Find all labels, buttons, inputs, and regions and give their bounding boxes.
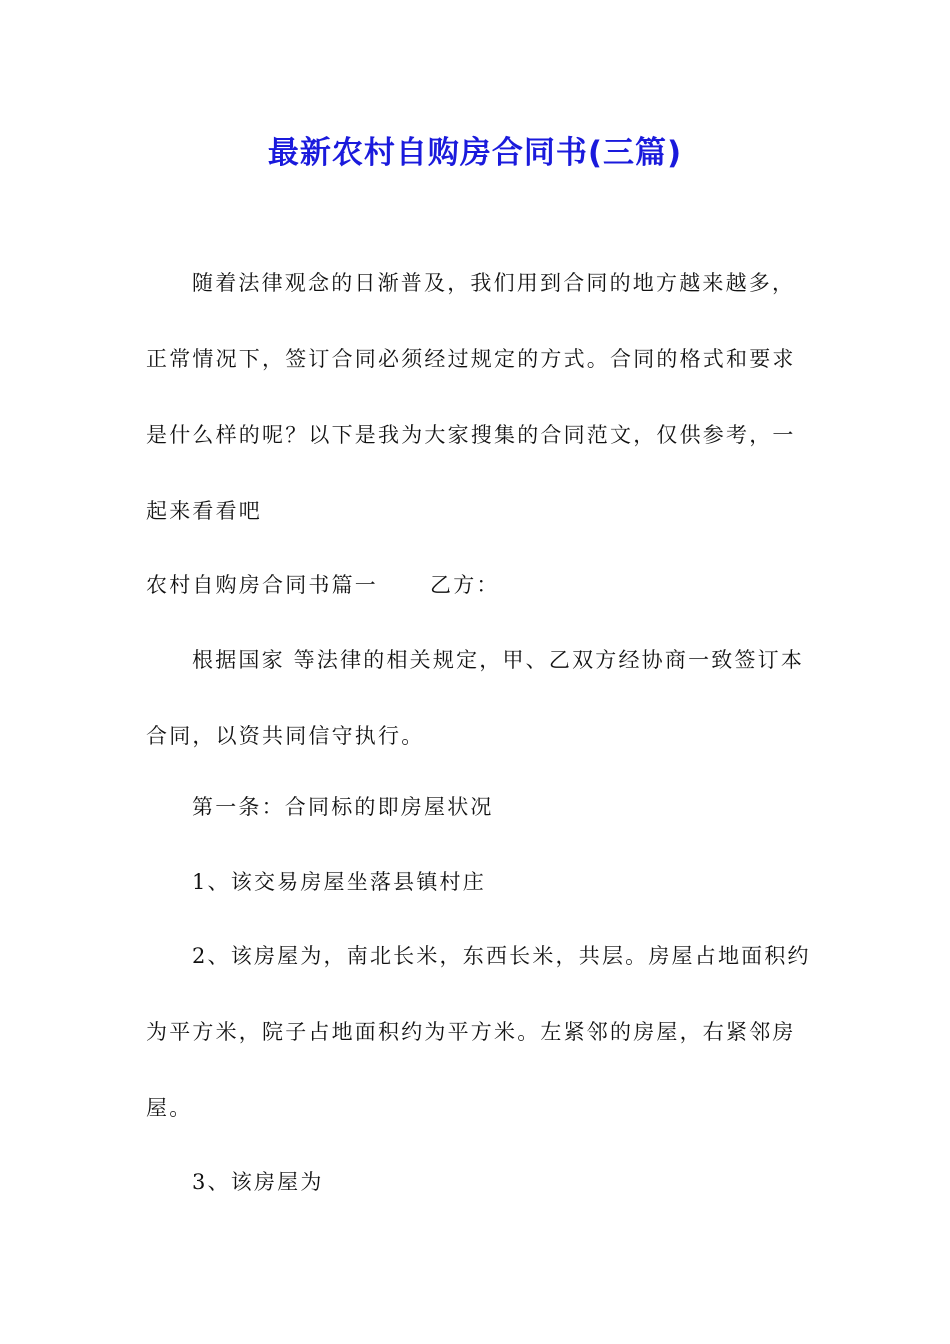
party-b-label: 乙方： <box>430 573 500 597</box>
item-1: 1、该交易房屋坐落县镇村庄 <box>192 870 486 894</box>
basis-paragraph: 根据国家 等法律的相关规定，甲、乙双方经协商一致签订本合同，以资共同信守执行。 <box>146 648 805 748</box>
document-title: 最新农村自购房合同书(三篇) <box>267 135 683 171</box>
intro-paragraph: 随着法律观念的日渐普及，我们用到合同的地方越来越多，正常情况下，签订合同必须经过规定的方式。合同的格式和要求是什么样的呢？以下是我为大家搜集的合同范文，仅供参考，一起来看看吧 <box>146 271 796 523</box>
item-3: 3、该房屋为 <box>192 1170 324 1194</box>
section-heading-line <box>146 565 500 605</box>
item-2: 2、该房屋为，南北长米，东西长米，共层。房屋占地面积约为平方米，院子占地面积约为平方米。左紧邻的房屋，右紧邻房屋。 <box>146 944 811 1120</box>
article-1-heading: 第一条：合同标的即房屋状况 <box>192 795 494 819</box>
section-heading: 农村自购房合同书篇一 <box>146 573 378 597</box>
